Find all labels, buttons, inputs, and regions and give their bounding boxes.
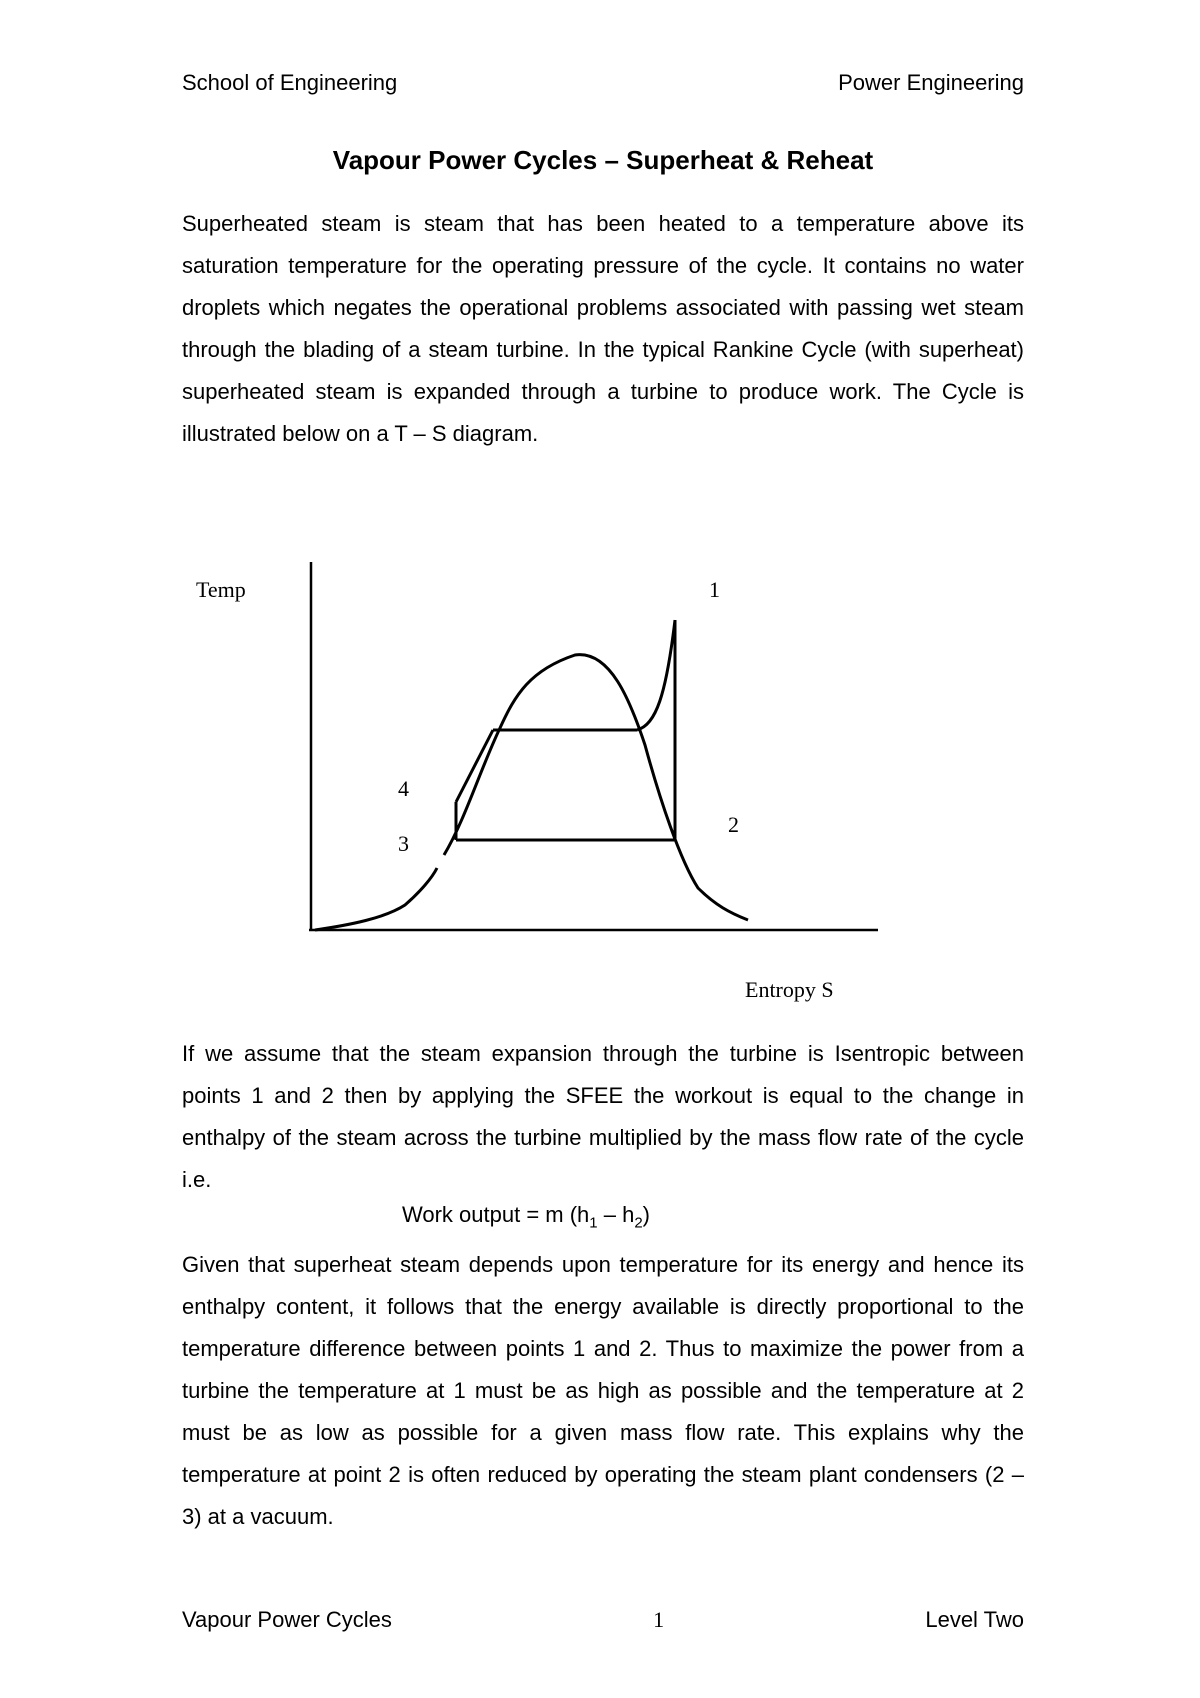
equation-sub-2: 2 bbox=[634, 1214, 643, 1232]
page-number: 1 bbox=[653, 1607, 665, 1632]
header-course: Power Engineering bbox=[838, 70, 1024, 95]
paragraph-isentropic: If we assume that the steam expansion through the turbine is Isentropic between points 1 and 2 then by applying the SFEE the workout is equal to the change in enthalpy of the steam across the turbine multiplied by the mass flow rate of the cycle i.e. bbox=[182, 1041, 1024, 1192]
point-label-3: 3 bbox=[398, 831, 409, 856]
page-header bbox=[182, 70, 1024, 96]
y-axis-label: Temp bbox=[196, 577, 246, 602]
saturation-dome bbox=[444, 655, 748, 920]
footer-title: Vapour Power Cycles bbox=[182, 1607, 392, 1632]
equation-sub-1: 1 bbox=[589, 1214, 598, 1232]
work-output-equation bbox=[402, 1202, 650, 1231]
equation-mid: – h bbox=[597, 1202, 635, 1227]
header-school: School of Engineering bbox=[182, 70, 398, 95]
paragraph-intro: Superheated steam is steam that has been heated to a temperature above its saturation temperature for the operating pressure of the cycle. It contains no water droplets which negates the operational problems associated with passing wet steam through the blading of a steam turbine. In the typical Rankine Cycle (with superheat) superheated steam is expanded through a turbine to produce work. The Cycle is illustrated below on a T – S diagram. bbox=[182, 211, 1024, 446]
footer-level: Level Two bbox=[925, 1607, 1024, 1632]
x-axis-label: Entropy S bbox=[745, 977, 834, 1002]
paragraph-conclusion: Given that superheat steam depends upon temperature for its energy and hence its enthalpy content, it follows that the energy available is directly proportional to the temperature difference between points 1 and 2. Thus to maximize the power from a turbine the temperature at 1 must be as high as possible and the temperature at 2 must be as low as possible for a given mass flow rate. This explains why the temperature at point 2 is often reduced by operating the steam plant condensers (2 – 3) at a vacuum. bbox=[182, 1252, 1024, 1529]
ts-diagram bbox=[0, 540, 1200, 1020]
saturated-liquid-line-low bbox=[315, 868, 437, 930]
page-footer bbox=[182, 1607, 1024, 1633]
point-label-2: 2 bbox=[728, 812, 739, 837]
page-title: Vapour Power Cycles – Superheat & Reheat bbox=[332, 145, 874, 175]
point-label-4: 4 bbox=[398, 776, 409, 801]
equation-prefix: Work output = m (h bbox=[402, 1202, 590, 1227]
point-label-1: 1 bbox=[709, 577, 720, 602]
equation-suffix: ) bbox=[642, 1202, 650, 1227]
superheat-curve bbox=[637, 620, 675, 730]
